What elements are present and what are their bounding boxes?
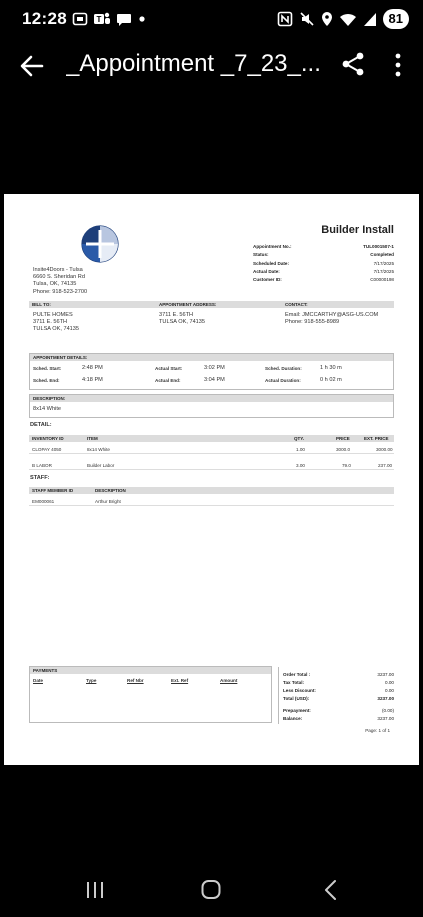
bill-to-block [33,312,79,334]
nfc-icon [277,11,293,27]
contact-phone: Phone: 918-555-8989 [285,319,340,326]
info-value: C00000198 [370,277,394,283]
table-cell: B LABOR [32,463,52,468]
back-nav-icon[interactable] [316,878,346,902]
info-row [253,268,394,276]
address-header-bar [29,301,394,308]
summary-label: Prepayment: [283,708,311,713]
dot-icon [137,11,147,27]
appointment-address-line: 3711 E. 56TH [159,312,194,318]
description-header: DESCRIPTION: [30,395,393,402]
detail-value: 0 h 02 m [320,377,342,383]
summary-value: (0.00) [381,708,394,713]
table-cell: 3000.0 [336,447,351,452]
wifi-icon [339,11,357,27]
info-row [253,260,394,268]
company-address-line: Tulsa, OK, 74135 [33,281,77,288]
chat-icon [116,11,132,27]
column-header: PRICE [336,436,350,441]
detail-label: Actual End: [155,378,181,383]
description-box [29,394,394,418]
payments-header: PAYMENTS [30,667,271,674]
company-address [33,267,87,296]
svg-text:T: T [96,15,102,24]
table-cell: 3.00 [296,463,305,468]
payments-column: Amount [220,678,238,683]
column-header: STAFF MEMBER ID [32,488,74,493]
info-row [253,251,394,259]
summary-row [283,715,394,723]
info-row [253,276,394,284]
appointment-address-block [159,312,205,326]
summary-value: 0.00 [385,680,394,685]
detail-value: 1 h 30 m [320,365,342,371]
detail-value: 2:48 PM [82,365,103,371]
screen-record-icon [72,11,88,27]
status-time: 12:28 [22,9,67,28]
table-row [29,462,394,470]
summary-value: 3237.00 [377,716,394,721]
summary-row [283,671,394,679]
back-arrow-icon[interactable] [18,52,46,80]
summary-divider [278,667,279,724]
info-value: Completed [370,252,394,258]
table-cell: 3000.00 [376,447,393,452]
info-value: TUL0001507-1 [363,244,394,249]
payments-column: Date [33,678,43,683]
home-icon[interactable] [196,878,226,902]
appointment-info [253,243,394,284]
detail-value: 3:02 PM [204,365,225,371]
teams-icon [93,11,111,27]
summary-label: Total (USD): [283,696,310,701]
info-row [253,243,394,251]
bill-to-line: 3711 E. 56TH [33,319,68,326]
detail-table-header [29,435,394,442]
table-cell: 8x14 White [87,447,110,452]
summary-label: Balance: [283,716,303,721]
navigation-bar [0,850,423,917]
payments-box [29,666,272,723]
mute-icon [299,11,315,27]
appointment-details-box [29,353,394,390]
share-icon[interactable] [340,51,366,77]
detail-label: Sched. Start: [33,366,62,371]
table-cell: CLOPAY 4050 [32,447,62,452]
column-header: INVENTORY ID [32,436,64,441]
summary-row [283,687,394,695]
summary-row [283,707,394,715]
description-text: 8x14 White [33,406,61,412]
summary-row [283,695,394,703]
document-title: _Appointment _7_23_... [66,50,321,77]
company-logo [80,224,120,264]
summary-value: 0.00 [385,688,394,693]
staff-title: STAFF: [30,475,50,481]
status-right-icons [277,9,409,29]
status-left-icons [72,10,147,28]
appointment-address-line: TULSA OK, 74135 [159,319,206,326]
detail-title: DETAIL: [30,422,52,428]
payments-column: Ext. Ref [171,678,189,683]
table-cell: 79.0 [342,463,351,468]
info-label: Scheduled Date: [253,260,289,266]
appointment-address-header: APPOINTMENT ADDRESS: [159,302,217,307]
table-cell: 237.00 [378,463,393,468]
column-header: EXT. PRICE [364,436,389,441]
table-row [29,446,394,454]
summary-value: 3237.00 [377,696,394,701]
battery-indicator: 81 [383,9,409,29]
staff-table-header [29,487,394,494]
company-phone: Phone: 918-523-2700 [33,288,88,295]
column-header: QTY. [294,436,305,441]
info-value: 7/17/2025 [373,268,394,274]
detail-label: Sched. Duration: [265,366,302,371]
more-options-icon[interactable] [392,52,404,78]
detail-label: Sched. End: [33,378,60,383]
signal-icon [363,11,377,27]
summary-value: 3237.00 [377,672,394,677]
info-value: 7/17/2025 [373,260,394,266]
report-title: Builder Install [321,224,394,236]
status-bar [0,0,423,40]
summary-row [283,679,394,687]
document-page[interactable] [4,194,419,765]
info-label: Actual Date: [253,268,280,274]
detail-label: Actual Start: [155,366,183,371]
page-number: Page: 1 of 1 [365,728,390,733]
appointment-details-header: APPOINTMENT DETAILS: [30,354,393,361]
summary-label: Less Discount: [283,688,316,693]
bill-to-line: TULSA OK, 74135 [33,326,80,333]
payments-column: Ref Nbr [127,678,144,683]
contact-header: CONTACT: [285,302,308,307]
info-label: Status: [253,252,269,258]
column-header: DESCRIPTION [95,488,126,493]
table-cell: 1.00 [296,447,305,452]
contact-email: Email: JMCCARTHY@ASG-US.COM [285,312,379,318]
detail-value: 4:18 PM [82,377,103,383]
info-label: Customer ID: [253,277,282,283]
bill-to-line: PULTE HOMES [33,312,73,318]
info-label: Appointment No.: [253,244,292,249]
recent-apps-icon[interactable] [80,878,110,902]
table-cell: Builder Labor [87,463,115,468]
detail-label: Actual Duration: [265,378,301,383]
column-header: ITEM [87,436,98,441]
table-row [29,498,394,506]
location-icon [321,11,333,27]
company-address-line: 6660 S. Sheridan Rd [33,274,85,281]
contact-block [285,312,378,326]
payments-column: Type [86,678,97,683]
table-cell: Arthur Bright [95,499,121,504]
summary-label: Order Total : [283,672,311,677]
summary-label: Tax Total: [283,680,305,685]
bill-to-header: BILL TO: [32,302,51,307]
detail-value: 3:04 PM [204,377,225,383]
app-bar [0,40,423,92]
table-cell: EM000061 [32,499,55,504]
company-name: Insite4Doors - Tulsa [33,267,83,273]
totals-summary [283,671,394,723]
